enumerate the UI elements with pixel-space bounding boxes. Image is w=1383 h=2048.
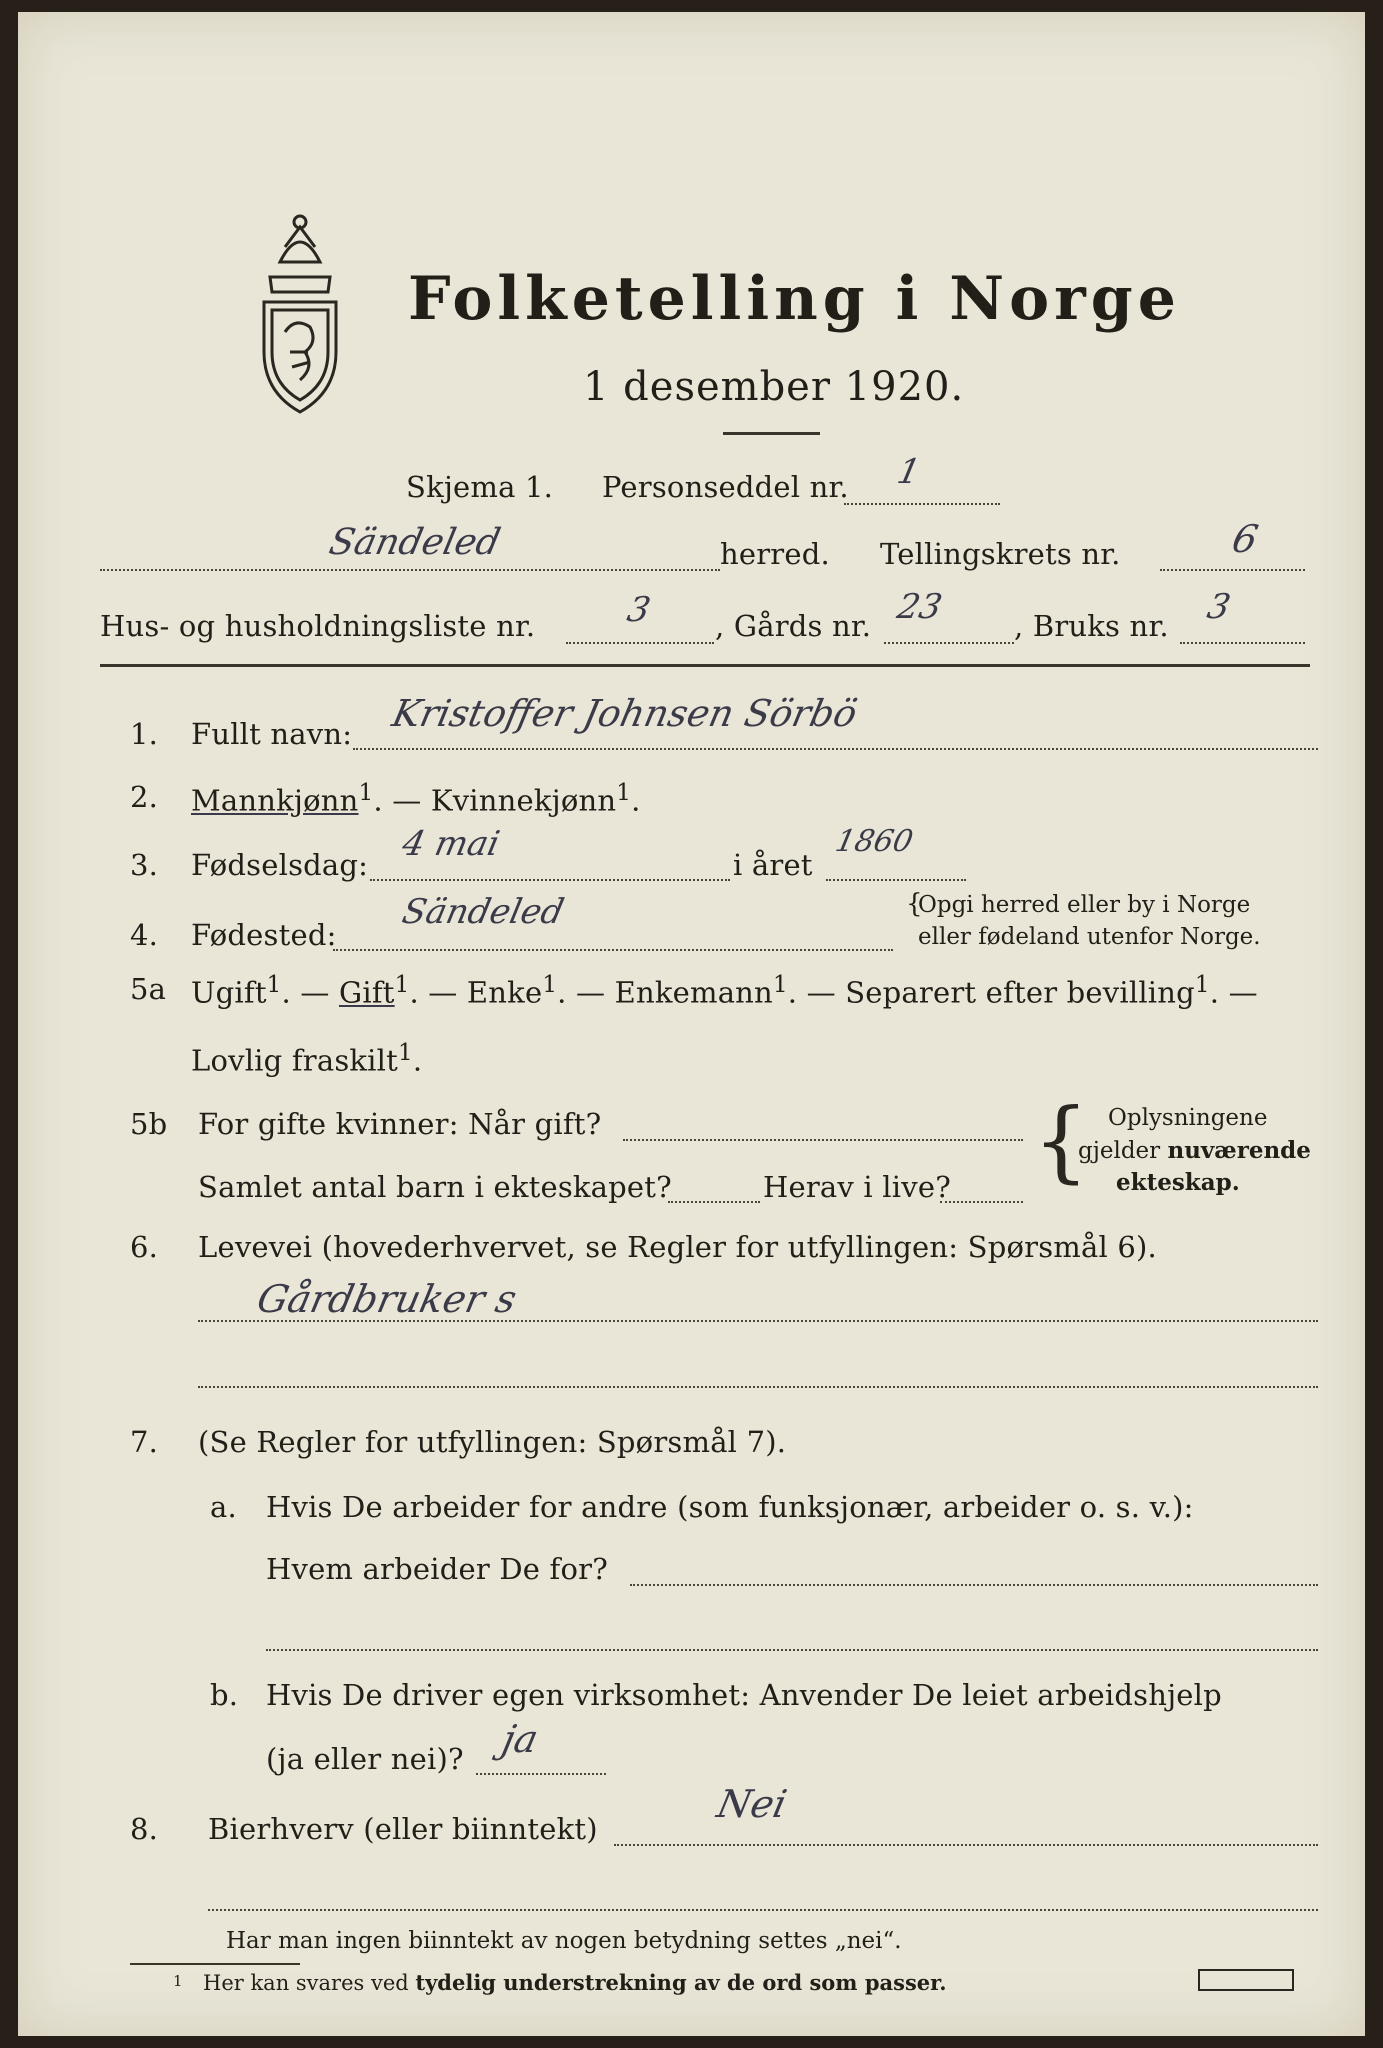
q8-line1 — [614, 1844, 1318, 1846]
q7b-number: b. — [210, 1678, 239, 1712]
q5b-number: 5b — [130, 1107, 168, 1141]
q4-line — [333, 949, 893, 951]
q7b-value: ja — [498, 1717, 543, 1761]
q7b-line1: Hvis De driver egen virksomhet: Anvender De leiet arbeidshjelp — [266, 1678, 1222, 1712]
q2-options: Mannkjønn$^1$. — Kvinnekjønn$^1$. — [191, 780, 641, 818]
footnote: Her kan svares ved tydelig understrekning av de ord som passer. — [203, 1970, 947, 1995]
q3-value: 4 mai — [398, 824, 504, 864]
q1-line — [353, 748, 1318, 750]
herred-line — [100, 569, 720, 571]
q5b-line1-dots — [623, 1139, 1023, 1141]
q1-value: Kristoffer Johnsen Sörbö — [388, 692, 861, 735]
q3-label: Fødselsdag: — [191, 848, 369, 882]
q7a-line3-dots — [266, 1649, 1318, 1651]
tellingskrets-line — [1160, 569, 1305, 571]
gards-line — [884, 642, 1014, 644]
q4-label: Fødested: — [191, 918, 337, 952]
q5b-note1: Oplysningene — [1108, 1105, 1268, 1131]
hus-line — [566, 642, 714, 644]
q2-female-option: Kvinnekjønn — [430, 783, 617, 818]
q7-label: (Se Regler for utfyllingen: Spørsmål 7). — [198, 1425, 787, 1459]
q2-male-option: Mannkjønn — [191, 783, 359, 818]
q6-value: Gårdbruker s — [253, 1277, 521, 1321]
hus-value: 3 — [623, 590, 654, 630]
form-title: Folketelling i Norge — [408, 264, 1181, 334]
q3-year-value: 1860 — [832, 824, 917, 859]
q7a-line2-dots — [630, 1584, 1318, 1586]
q5a-number: 5a — [130, 972, 167, 1006]
q8-label: Bierhverv (eller biinntekt) — [208, 1812, 598, 1846]
herred-value: Sändeled — [325, 522, 504, 563]
q4-number: 4. — [130, 918, 159, 952]
bruks-label: , Bruks nr. — [1014, 609, 1169, 643]
schema-label: Skjema 1. — [406, 470, 554, 504]
bruks-value: 3 — [1203, 587, 1234, 627]
printer-stamp — [1198, 1969, 1294, 1991]
q5b-line2b-dots — [940, 1201, 1023, 1203]
q3-year-line — [826, 879, 966, 881]
q7-number: 7. — [130, 1425, 159, 1459]
person-nr-line — [844, 503, 1000, 505]
q4-note-line2: eller fødeland utenfor Norge. — [918, 924, 1261, 950]
q8-number: 8. — [130, 1812, 159, 1846]
q6-line2 — [198, 1386, 1318, 1388]
form-date: 1 desember 1920. — [583, 364, 965, 410]
q7b-line2-dots — [476, 1773, 606, 1775]
q1-number: 1. — [130, 717, 159, 751]
q1-label: Fullt navn: — [191, 717, 353, 751]
q5b-note3: ekteskap. — [1116, 1169, 1240, 1196]
bruks-line — [1180, 642, 1305, 644]
q5a-options: Ugift$^1$. — Gift$^1$. — Enke$^1$. — Enkemann$^1$. — Separert efter bevilling$^1$. — — [191, 972, 1258, 1010]
title-divider — [723, 432, 820, 435]
footnote-number: 1 — [173, 1972, 183, 1990]
hus-label: Hus- og husholdningsliste nr. — [100, 609, 536, 643]
q5b-line1: For gifte kvinner: Når gift? — [198, 1107, 602, 1141]
q5a-gift-option: Gift — [338, 975, 395, 1010]
header-divider — [100, 664, 1310, 667]
q7b-line2: (ja eller nei)? — [266, 1742, 464, 1776]
q8-line2 — [208, 1909, 1318, 1911]
gards-label: , Gårds nr. — [715, 609, 872, 643]
footnote-divider — [130, 1963, 300, 1965]
person-label: Personseddel nr. — [602, 470, 849, 504]
q4-note-line1: Opgi herred eller by i Norge — [918, 892, 1251, 918]
q5b-line2: Samlet antal barn i ekteskapet? — [198, 1170, 672, 1204]
q4-value: Sändeled — [398, 892, 568, 932]
coat-of-arms-icon — [250, 202, 350, 422]
q3-number: 3. — [130, 848, 159, 882]
biinntekt-note: Har man ingen biinntekt av nogen betydning settes „nei“. — [226, 1928, 902, 1954]
tellingskrets-value: 6 — [1228, 517, 1262, 561]
q2-number: 2. — [130, 780, 159, 814]
q5a-line2: Lovlig fraskilt$^1$. — [191, 1040, 423, 1078]
q3-line — [370, 879, 730, 881]
q7a-number: a. — [210, 1490, 237, 1524]
herred-label: herred. — [720, 537, 830, 571]
q6-line1 — [198, 1320, 1318, 1322]
gards-value: 23 — [893, 587, 946, 627]
q7a-line2: Hvem arbeider De for? — [266, 1552, 608, 1586]
q3-year-label: i året — [733, 848, 813, 882]
q5b-note2: gjelder nuværende — [1078, 1137, 1311, 1164]
q8-value: Nei — [713, 1782, 791, 1826]
q6-number: 6. — [130, 1230, 159, 1264]
q5b-line2b: Herav i live? — [763, 1170, 951, 1204]
tellingskrets-label: Tellingskrets nr. — [880, 537, 1121, 571]
q6-label: Levevei (hovederhvervet, se Regler for utfyllingen: Spørsmål 6). — [198, 1230, 1157, 1264]
q7a-line1: Hvis De arbeider for andre (som funksjonær, arbeider o. s. v.): — [266, 1490, 1194, 1524]
q5b-line2-dots — [668, 1201, 760, 1203]
person-nr-value: 1 — [893, 452, 924, 492]
census-form: Folketelling i Norge 1 desember 1920. Skjema 1. Personseddel nr. 1 Sändeled herred. Tellingskrets nr. 6 Hus- og husholdningsliste nr. 3 , Gårds nr. 23 , Bruks nr. 3 1. Fullt navn: Kristoffer Johnsen Sörbö 2. Mannkjønn$^1$. — Kvinnekjønn$^1$. 3. Fødselsdag: 4 mai i året 1860 4. Fødested: Sändeled { Opgi herred eller by i Norge eller fødeland utenfor Norge. 5a Ugift$^1$. — Gift$^1$. — Enke$^1$. — Enkemann$^1$. — Separert efter bevilling$^1$. — Lovlig fraskilt$^1$. 5b For gifte kvinner: Når gift? Samlet antal barn i ekteskapet? Herav i live? { Oplysningene gjelder nuværende ekteskap. 6. Levevei (hovederhvervet, se Regler for utfyllingen: Spørsmål 6). Gårdbruker s 7. (Se Regler for utfyllingen: Spørsmål 7). a. Hvis De arbeider for andre (som funksjonær, arbeider o. s. v.): Hvem arbeider De for? b. Hvis De driver egen virksomhet: Anvender De leiet arbeidshjelp (ja eller nei)? ja 8. Bierhverv (eller biinntekt) Nei Har man ingen biinntekt av nogen betydning settes „nei“. 1 Her kan svares ved tydelig understrekning av de ord som passer. — [18, 12, 1365, 2036]
